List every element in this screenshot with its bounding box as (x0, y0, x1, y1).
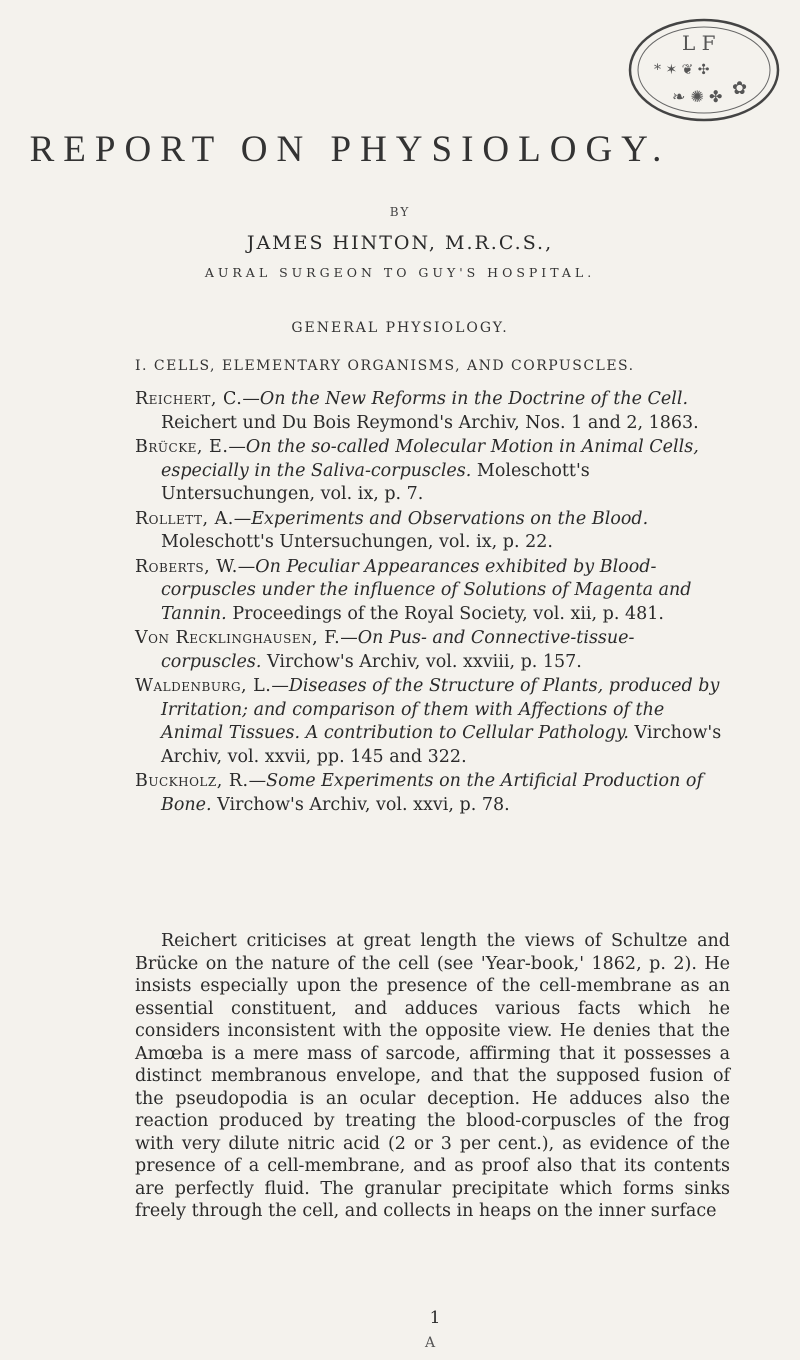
reference-author: Von Recklinghausen, F. (135, 628, 341, 648)
author-affiliation: AURAL SURGEON TO GUY'S HOSPITAL. (204, 265, 596, 280)
reference-source: Virchow's Archiv, vol. xxvii, pp. 145 and 322. (161, 723, 722, 767)
reference-entry: Rollett, A.—Experiments and Observations on the Blood. Moleschott's Untersuchungen, vol. ix, p. 22. (135, 508, 649, 552)
reference-author: Reichert, C. (135, 389, 243, 409)
reference-title: On the New Reforms in the Doctrine of the Cell. (259, 389, 689, 409)
author-name: JAMES HINTON, M.R.C.S., (246, 232, 554, 254)
body-text (135, 930, 730, 1223)
reference-list (135, 388, 730, 818)
reference-source: Proceedings of the Royal Society, vol. xii, p. 481. (232, 603, 664, 624)
reference-source: Moleschott's Untersuchungen, vol. ix, p. 22. (161, 532, 553, 552)
reference-title: On Peculiar Appearances exhibited by Blood-corpuscles under the influence of Solutions of Magenta and Tannin. (161, 556, 692, 624)
reference-source: Virchow's Archiv, vol. xxviii, p. 157. (267, 651, 582, 672)
reference-author: Rollett, A. (135, 508, 234, 529)
reference-source: Virchow's Archiv, vol. xxvi, p. 78. (217, 794, 510, 815)
library-stamp-icon (612, 12, 782, 128)
reference-entry: Waldenburg, L.—Diseases of the Structure of Plants, produced by Irritation; and comparison of them with Affections of the Animal Tissues. A contribution to Cellular Pathology. Virchow's Archiv, vol. xxvii, pp. 145 and 322. (135, 676, 722, 767)
reference-title: On Pus- and Connective-tissue-corpuscles. (161, 628, 635, 672)
reference-entry: Brücke, E.—On the so-called Molecular Motion in Animal Cells, especially in the Saliva-corpuscles. Moleschott's Untersuchungen, vol. ix, p. 7. (135, 437, 699, 504)
reference-author: Buckholz, R. (135, 771, 249, 791)
reference-entry: Roberts, W.—On Peculiar Appearances exhibited by Blood-corpuscles under the influence of Solutions of Magenta and Tannin. Proceedings of the Royal Society, vol. xii, p. 481. (135, 556, 692, 624)
svg-text:❧ ✺ ✤: ❧ ✺ ✤ (672, 87, 723, 106)
reference-title: On the so-called Molecular Motion in Animal Cells, especially in the Saliva-corpuscles. (161, 437, 699, 481)
signature-mark: A (425, 1335, 436, 1351)
svg-text:* ✶ ❦ ✣: * ✶ ❦ ✣ (654, 62, 710, 78)
by-line: BY (389, 205, 411, 219)
reference-author: Waldenburg, L. (135, 676, 272, 696)
reference-source: Reichert und Du Bois Reymond's Archiv, Nos. 1 and 2, 1863. (161, 412, 699, 433)
subsection-heading: I. CELLS, ELEMENTARY ORGANISMS, AND CORPUSCLES. (135, 358, 635, 374)
reference-entry: Buckholz, R.—Some Experiments on the Artificial Production of Bone. Virchow's Archiv, vol. xxvi, p. 78. (135, 771, 703, 815)
reference-title: Some Experiments on the Artificial Production of Bone. (161, 771, 703, 815)
reference-author: Brücke, E. (135, 437, 229, 457)
report-title: REPORT ON PHYSIOLOGY. (29, 129, 671, 170)
page-number: 1 (429, 1308, 441, 1328)
svg-text:✿: ✿ (732, 78, 748, 99)
svg-text:L F: L F (682, 31, 716, 55)
reference-title: Experiments and Observations on the Blood. (251, 508, 649, 529)
reference-entry: Von Recklinghausen, F.—On Pus- and Connective-tissue-corpuscles. Virchow's Archiv, vol. xxviii, p. 157. (135, 628, 635, 672)
reference-author: Roberts, W. (135, 556, 238, 577)
reference-title: Diseases of the Structure of Plants, produced by Irritation; and comparison of them with Affections of the Animal Tissues. A contribution to Cellular Pathology. (161, 676, 720, 743)
reference-entry: Reichert, C.—On the New Reforms in the Doctrine of the Cell. Reichert und Du Bois Reymond's Archiv, Nos. 1 and 2, 1863. (135, 389, 699, 433)
reference-source: Moleschott's Untersuchungen, vol. ix, p. 7. (161, 460, 590, 504)
section-heading: GENERAL PHYSIOLOGY. (291, 320, 509, 336)
body-paragraph: Reichert criticises at great length the views of Schultze and Brücke on the nature of the cell (see 'Year-book,' 1862, p. 2). He insists especially upon the presence of the cell-membrane as an essential constituent, and adduces various facts which he considers inconsistent with the opposite view. He denies that the Amœba is a mere mass of sarcode, affirming that it possesses a distinct membranous envelope, and that the supposed fusion of the pseudopodia is an ocular deception. He adduces also the reaction produced by treating the blood-corpuscles of the frog with very dilute nitric acid (2 or 3 per cent.), as evidence of the presence of a cell-membrane, and as proof also that its contents are perfectly fluid. The granular precipitate which forms sinks freely through the cell, and collects in heaps on the inner surface (135, 931, 730, 1221)
